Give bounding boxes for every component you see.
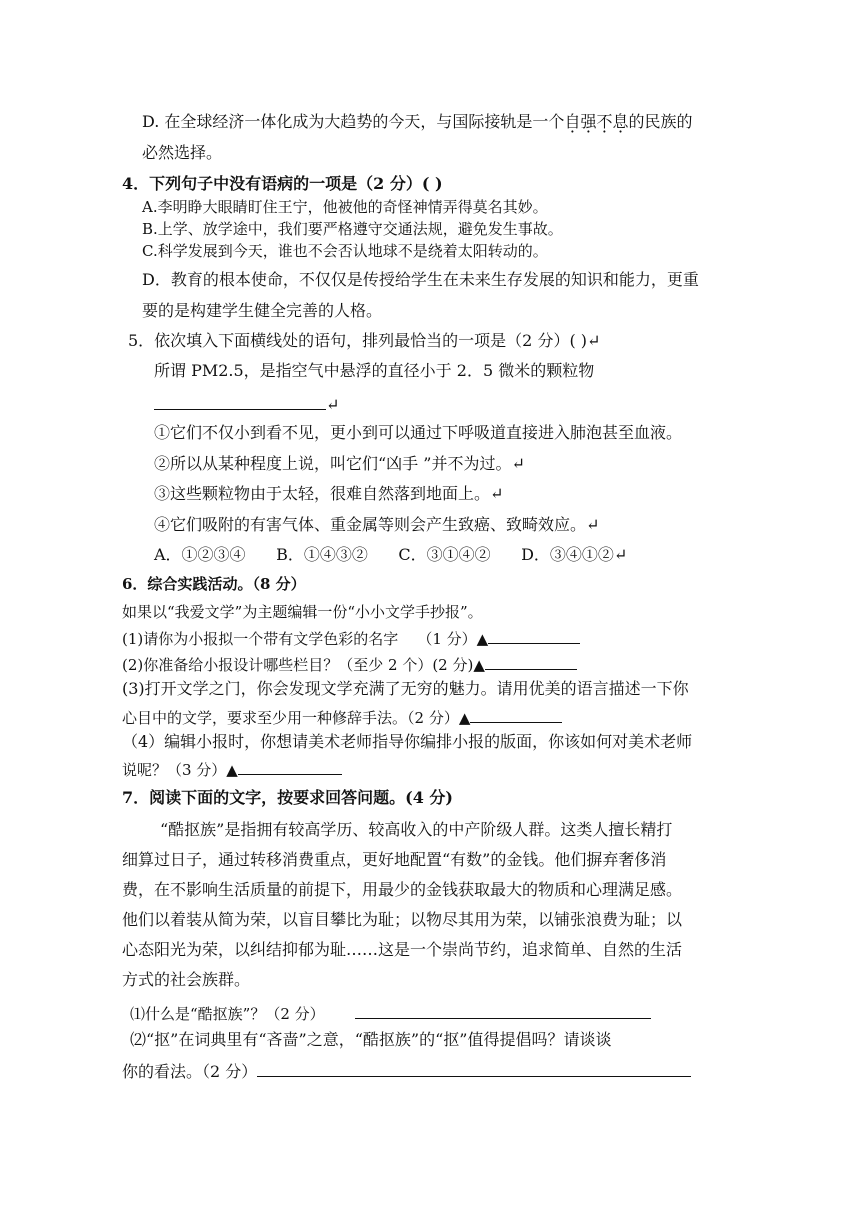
answer-blank: [154, 395, 326, 410]
q7-question-2-line1: ⑵“抠”在词典里有“吝啬”之意，“酷抠族”的“抠”值得提倡吗？请谈谈: [130, 1030, 612, 1049]
dotted-char: 自: [564, 112, 581, 131]
answer-blank: [485, 655, 577, 670]
q5-stem: 所谓 PM2.5，是指空气中悬浮的直径小于 2．5 微米的颗粒物: [154, 361, 595, 380]
q7-passage-line: 心态阳光为荣，以纠结抑郁为耻……这是一个崇尚节约，追求简单、自然的生活: [122, 940, 683, 959]
q7-passage-line: 他们以着装从简为荣，以盲目攀比为耻；以物尽其用为荣，以铺张浪费为耻；以: [122, 910, 683, 929]
q5-sentence-1: ①它们不仅小到看不见，更小到可以通过下呼吸道直接进入肺泡甚至血液。: [154, 423, 683, 442]
q4-option-b: B.上学、放学途中，我们要严格遵守交通法规，避免发生事故。: [142, 220, 563, 238]
q5-sentence-2: ②所以从某种程度上说，叫它们“凶手 ”并不为过。↵: [154, 454, 525, 473]
answer-blank: [470, 708, 562, 723]
q6-part-4-line2: 说呢？（3 分）▲: [122, 760, 342, 778]
q6-intro: 如果以“我爱文学”为主题编辑一份“小小文学手抄报”。: [122, 603, 483, 621]
q5-title: 5．依次填入下面横线处的语句，排列最恰当的一项是（2 分）( )↵: [128, 331, 601, 350]
q5-options: A．①②③④ B．①④③② C．③①④② D．③④①②↵: [154, 545, 628, 564]
q6-part-4-line1: （4）编辑小报时，你想请美术老师指导你编排小报的版面，你该如何对美术老师: [122, 732, 693, 751]
q6-part-1: (1)请你为小报拟一个带有文学色彩的名字 （1 分）▲: [122, 629, 580, 647]
answer-blank: [257, 1062, 691, 1077]
dotted-char: 强: [580, 112, 597, 131]
answer-blank: [238, 760, 342, 775]
q3-option-d-line1: D. 在全球经济一体化成为大趋势的今天，与国际接轨是一个自强不息的民族的: [142, 112, 693, 131]
q4-option-d-line2: 要的是构建学生健全完善的人格。: [142, 301, 383, 320]
q6-part-3-line1: (3)打开文学之门，你会发现文学充满了无穷的魅力。请用优美的语言描述一下你: [122, 679, 689, 698]
q7-question-1: ⑴什么是“酷抠族”？（2 分）: [130, 1004, 651, 1022]
dotted-char: 不: [596, 112, 613, 131]
q5-blank-line: ↵: [154, 395, 339, 413]
answer-blank: [355, 1004, 651, 1019]
q7-question-2-line2: 你的看法。（2 分）: [122, 1062, 691, 1080]
q4-option-a: A.李明睁大眼睛盯住王宁，他被他的奇怪神情弄得莫名其妙。: [142, 198, 548, 216]
q6-part-3-line2: 心目中的文学，要求至少用一种修辞手法。（2 分）▲: [122, 708, 562, 726]
dotted-char: 息: [612, 112, 629, 131]
q7-title: 7．阅读下面的文字，按要求回答问题。(4 分): [122, 788, 453, 807]
q6-title: 6．综合实践活动。（8 分）: [122, 575, 306, 593]
q4-option-d-line1: D．教育的根本使命，不仅仅是传授给学生在未来生存发展的知识和能力，更重: [142, 270, 699, 289]
q4-option-c: C.科学发展到今天，谁也不会否认地球不是绕着太阳转动的。: [142, 242, 548, 260]
q5-sentence-3: ③这些颗粒物由于太轻，很难自然落到地面上。↵: [154, 484, 504, 503]
q7-passage-line: 方式的社会族群。: [122, 970, 251, 989]
q7-passage-line: 费，在不影响生活质量的前提下，用最少的金钱获取最大的物质和心理满足感。: [122, 880, 683, 899]
q4-title: 4．下列句子中没有语病的一项是（2 分）( ): [122, 174, 443, 193]
q5-sentence-4: ④它们吸附的有害气体、重金属等则会产生致癌、致畸效应。↵: [154, 515, 600, 534]
q6-part-2: (2)你准备给小报设计哪些栏目？（至少 2 个）(2 分)▲: [122, 655, 577, 673]
answer-blank: [488, 629, 580, 644]
q7-passage-line: “酷抠族”是指拥有较高学历、较高收入的中产阶级人群。这类人擅长精打: [160, 820, 673, 839]
q3-option-d-line2: 必然选择。: [142, 143, 223, 162]
q7-passage-line: 细算过日子，通过转移消费重点，更好地配置“有数”的金钱。他们摒弃奢侈消: [122, 850, 667, 869]
